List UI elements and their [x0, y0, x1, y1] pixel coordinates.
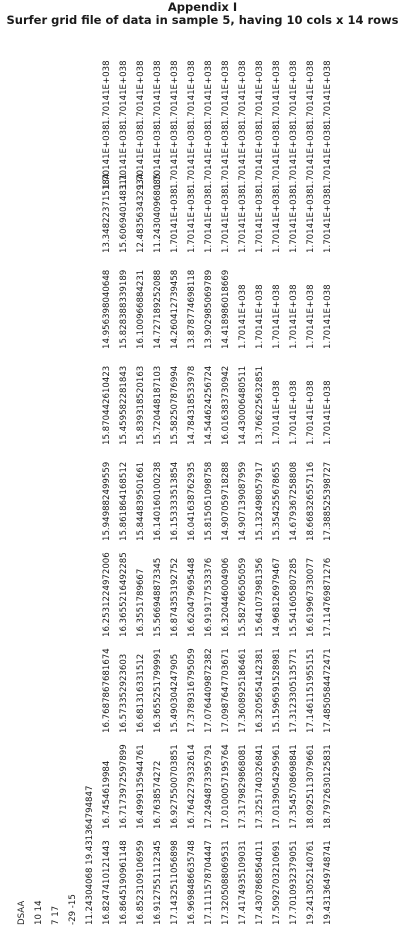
data-cell: 13.878774698118	[187, 269, 197, 349]
data-cell: 15.541605807285	[289, 557, 299, 637]
data-cell: 15.641073981356	[255, 557, 265, 637]
data-cell: 1.70141E+038	[153, 124, 163, 189]
data-cell: 1.70141E+038	[136, 124, 146, 189]
data-cell: 13.902985069789	[204, 269, 214, 349]
page-title: Appendix I	[167, 0, 238, 14]
data-cell: 17.5092703210691	[272, 840, 282, 925]
data-cell: 1.70141E+038	[221, 124, 231, 189]
data-cell: 16.3205654142381	[255, 648, 265, 733]
data-cell: 17.3179829868081	[238, 744, 248, 829]
data-cell: 1.70141E+038	[136, 60, 146, 125]
data-row	[167, 45, 184, 925]
data-cell: 1.70141E+038	[255, 188, 265, 253]
data-cell: 17.3123305135771	[289, 648, 299, 733]
data-cell: 14.968126979467	[272, 557, 282, 637]
data-cell: 15.949882499559	[102, 461, 112, 541]
grid-file-listing	[14, 45, 404, 925]
data-cell: 17.388525398727	[323, 461, 333, 541]
data-cell: 1.70141E+038	[323, 188, 333, 253]
data-row	[252, 45, 269, 925]
data-cell: 17.1461151955151	[306, 648, 316, 733]
data-cell: 15.490304247905	[170, 653, 180, 733]
data-cell: 16.620479695448	[187, 557, 197, 637]
data-cell: 1.70141E+038	[119, 60, 129, 125]
data-cell: 1.70141E+038	[323, 380, 333, 445]
data-cell: 15.132498057917	[255, 461, 265, 541]
data-cell: 17.0100057195764	[221, 744, 231, 829]
data-cell: 1.70141E+038	[238, 188, 248, 253]
data-cell: 16.2531224972006	[102, 552, 112, 637]
data-cell: 15.815051098758	[204, 461, 214, 541]
data-cell: 16.140160100238	[153, 461, 163, 541]
data-cell: 16.100966884231	[136, 269, 146, 349]
data-cell: 19.2413052140761	[306, 840, 316, 925]
data-cell: 15.582507876994	[170, 365, 180, 445]
data-cell: 13.348223715184	[102, 173, 112, 253]
data-cell: 14.430006480511	[238, 365, 248, 445]
data-cell: 1.70141E+038	[204, 124, 214, 189]
data-cell: 16.153333513854	[170, 461, 180, 541]
data-cell: 1.70141E+038	[102, 60, 112, 125]
data-cell: 17.7010932379051	[289, 840, 299, 925]
data-cell: 1.70141E+038	[323, 284, 333, 349]
data-cell: 17.3545708698841	[289, 744, 299, 829]
data-cell: 1.70141E+038	[221, 188, 231, 253]
data-row	[303, 45, 320, 925]
data-cell: 17.3789316795059	[187, 648, 197, 733]
data-cell: 16.573352923603	[119, 653, 129, 733]
data-cell: 16.7642279332614	[187, 744, 197, 829]
data-row	[218, 45, 235, 925]
data-row	[201, 45, 218, 925]
data-cell: 15.354255678655	[272, 461, 282, 541]
data-cell: 17.1432511056898	[170, 840, 180, 925]
data-cell: 16.7454619984	[102, 760, 112, 829]
data-cell: 12.483563432934	[136, 173, 146, 253]
data-cell: 16.8247410121443	[102, 840, 112, 925]
data-cell: 16.8645190961148	[119, 840, 129, 925]
data-cell: 17.1111578704447	[204, 840, 214, 925]
data-cell: 1.70141E+038	[221, 60, 231, 125]
data-cell: 1.70141E+038	[187, 188, 197, 253]
data-cell: 16.320446004906	[221, 557, 231, 637]
data-cell: 14.907139087959	[238, 461, 248, 541]
data-cell: 16.9275500703851	[170, 744, 180, 829]
data-cell: 1.70141E+038	[255, 284, 265, 349]
data-cell: 15.566948873345	[153, 557, 163, 637]
data-cell: 15.1596591528981	[272, 648, 282, 733]
data-cell: 1.70141E+038	[306, 188, 316, 253]
data-cell: 15.870442610423	[102, 365, 112, 445]
data-cell: 1.70141E+038	[238, 124, 248, 189]
data-cell: 16.874353192752	[170, 557, 180, 637]
data-cell: 14.260412739458	[170, 269, 180, 349]
data-cell: 1.70141E+038	[170, 188, 180, 253]
data-cell: 14.956398040648	[102, 269, 112, 349]
header-line: -29 -15	[68, 894, 78, 925]
data-cell: 18.668326557116	[306, 461, 316, 541]
data-cell: 1.70141E+038	[272, 380, 282, 445]
data-cell: 16.3655216492285	[119, 552, 129, 637]
data-cell: 15.459582281843	[119, 365, 129, 445]
data-row	[235, 45, 252, 925]
data-cell: 15.720448187103	[153, 365, 163, 445]
data-cell: 1.70141E+038	[306, 124, 316, 189]
data-cell: 1.70141E+038	[170, 124, 180, 189]
data-cell: 1.70141E+038	[119, 124, 129, 189]
data-cell: 1.70141E+038	[289, 284, 299, 349]
data-cell: 17.0764409872382	[204, 648, 214, 733]
data-cell: 14.784318533978	[187, 365, 197, 445]
data-cell: 18.7972630125831	[323, 744, 333, 829]
data-cell: 1.70141E+038	[289, 380, 299, 445]
data-cell: 16.4999135944761	[136, 744, 146, 829]
data-cell: 16.3551789667	[136, 568, 146, 637]
data-cell: 18.0925113079661	[306, 744, 316, 829]
data-cell: 1.70141E+038	[323, 60, 333, 125]
data-cell: 1.70141E+038	[306, 284, 316, 349]
data-cell: 17.4174935109031	[238, 840, 248, 925]
data-cell: 15.606940148311	[119, 173, 129, 253]
header-line: 11.24304068 19.431364794847	[85, 785, 95, 925]
data-row	[269, 45, 286, 925]
data-cell: 1.70141E+038	[170, 60, 180, 125]
data-rows	[99, 45, 337, 925]
data-row	[184, 45, 201, 925]
data-cell: 19.4313649748741	[323, 840, 333, 925]
data-cell: 16.9127551112345	[153, 840, 163, 925]
data-cell: 1.70141E+038	[289, 124, 299, 189]
header-line: 7 17	[51, 905, 61, 925]
data-cell: 1.70141E+038	[306, 60, 316, 125]
data-cell: 16.041638762935	[187, 461, 197, 541]
data-cell: 17.3608925186461	[238, 648, 248, 733]
data-cell: 16.9698486635748	[187, 840, 197, 925]
data-cell: 16.619967330077	[306, 557, 316, 637]
data-cell: 15.839318520163	[136, 365, 146, 445]
data-cell: 17.0987647703671	[221, 648, 231, 733]
data-cell: 16.7173972597899	[119, 744, 129, 829]
data-cell: 16.016383730942	[221, 365, 231, 445]
header-line: DSAA	[17, 900, 27, 925]
data-cell: 16.8523109106959	[136, 840, 146, 925]
data-cell: 1.70141E+038	[289, 60, 299, 125]
data-cell: 16.681316331512	[136, 653, 146, 733]
data-cell: 16.7687867681674	[102, 648, 112, 733]
data-row	[116, 45, 133, 925]
data-cell: 17.3251740326841	[255, 744, 265, 829]
data-cell: 1.70141E+038	[238, 284, 248, 349]
data-cell: 1.70141E+038	[238, 60, 248, 125]
data-cell: 17.4850584472471	[323, 648, 333, 733]
data-row	[286, 45, 303, 925]
data-cell: 1.70141E+038	[272, 124, 282, 189]
data-cell: 1.70141E+038	[272, 60, 282, 125]
data-cell: 1.70141E+038	[289, 188, 299, 253]
data-cell: 1.70141E+038	[306, 380, 316, 445]
data-cell: 14.544624256724	[204, 365, 214, 445]
data-cell: 1.70141E+038	[255, 124, 265, 189]
data-cell: 11.243040968085	[153, 173, 163, 253]
data-cell: 17.0139054295961	[272, 744, 282, 829]
data-cell: 14.907059718288	[221, 461, 231, 541]
data-cell: 1.70141E+038	[323, 124, 333, 189]
data-cell: 17.2494873395791	[204, 744, 214, 829]
data-cell: 17.4307868564011	[255, 840, 265, 925]
data-cell: 1.70141E+038	[204, 60, 214, 125]
data-cell: 1.70141E+038	[272, 188, 282, 253]
data-cell: 1.70141E+038	[187, 60, 197, 125]
data-cell: 1.70141E+038	[187, 124, 197, 189]
data-cell: 16.3655251799991	[153, 648, 163, 733]
data-row	[133, 45, 150, 925]
header-line: 10 14	[34, 900, 44, 925]
page-subtitle: Surfer grid file of data in sample 5, having 10 cols x 14 rows	[6, 13, 399, 27]
data-cell: 15.844839501661	[136, 461, 146, 541]
data-cell: 14.679367258808	[289, 461, 299, 541]
data-row	[150, 45, 167, 925]
data-cell: 15.582766505059	[238, 557, 248, 637]
data-cell: 17.3205088069531	[221, 840, 231, 925]
data-row	[320, 45, 337, 925]
data-row	[99, 45, 116, 925]
data-cell: 14.418986018669	[221, 269, 231, 349]
data-cell: 15.861864168512	[119, 461, 129, 541]
data-cell: 1.70141E+038	[102, 124, 112, 189]
data-cell: 15.828388339189	[119, 269, 129, 349]
data-cell: 14.727189252088	[153, 269, 163, 349]
data-cell: 16.919177533376	[204, 557, 214, 637]
data-cell: 1.70141E+038	[153, 60, 163, 125]
data-cell: 1.70141E+038	[272, 284, 282, 349]
data-cell: 1.70141E+038	[204, 188, 214, 253]
data-cell: 1.70141E+038	[255, 60, 265, 125]
data-cell: 13.766225632851	[255, 365, 265, 445]
data-cell: 17.114769871276	[323, 557, 333, 637]
data-cell: 16.7638574272	[153, 760, 163, 829]
